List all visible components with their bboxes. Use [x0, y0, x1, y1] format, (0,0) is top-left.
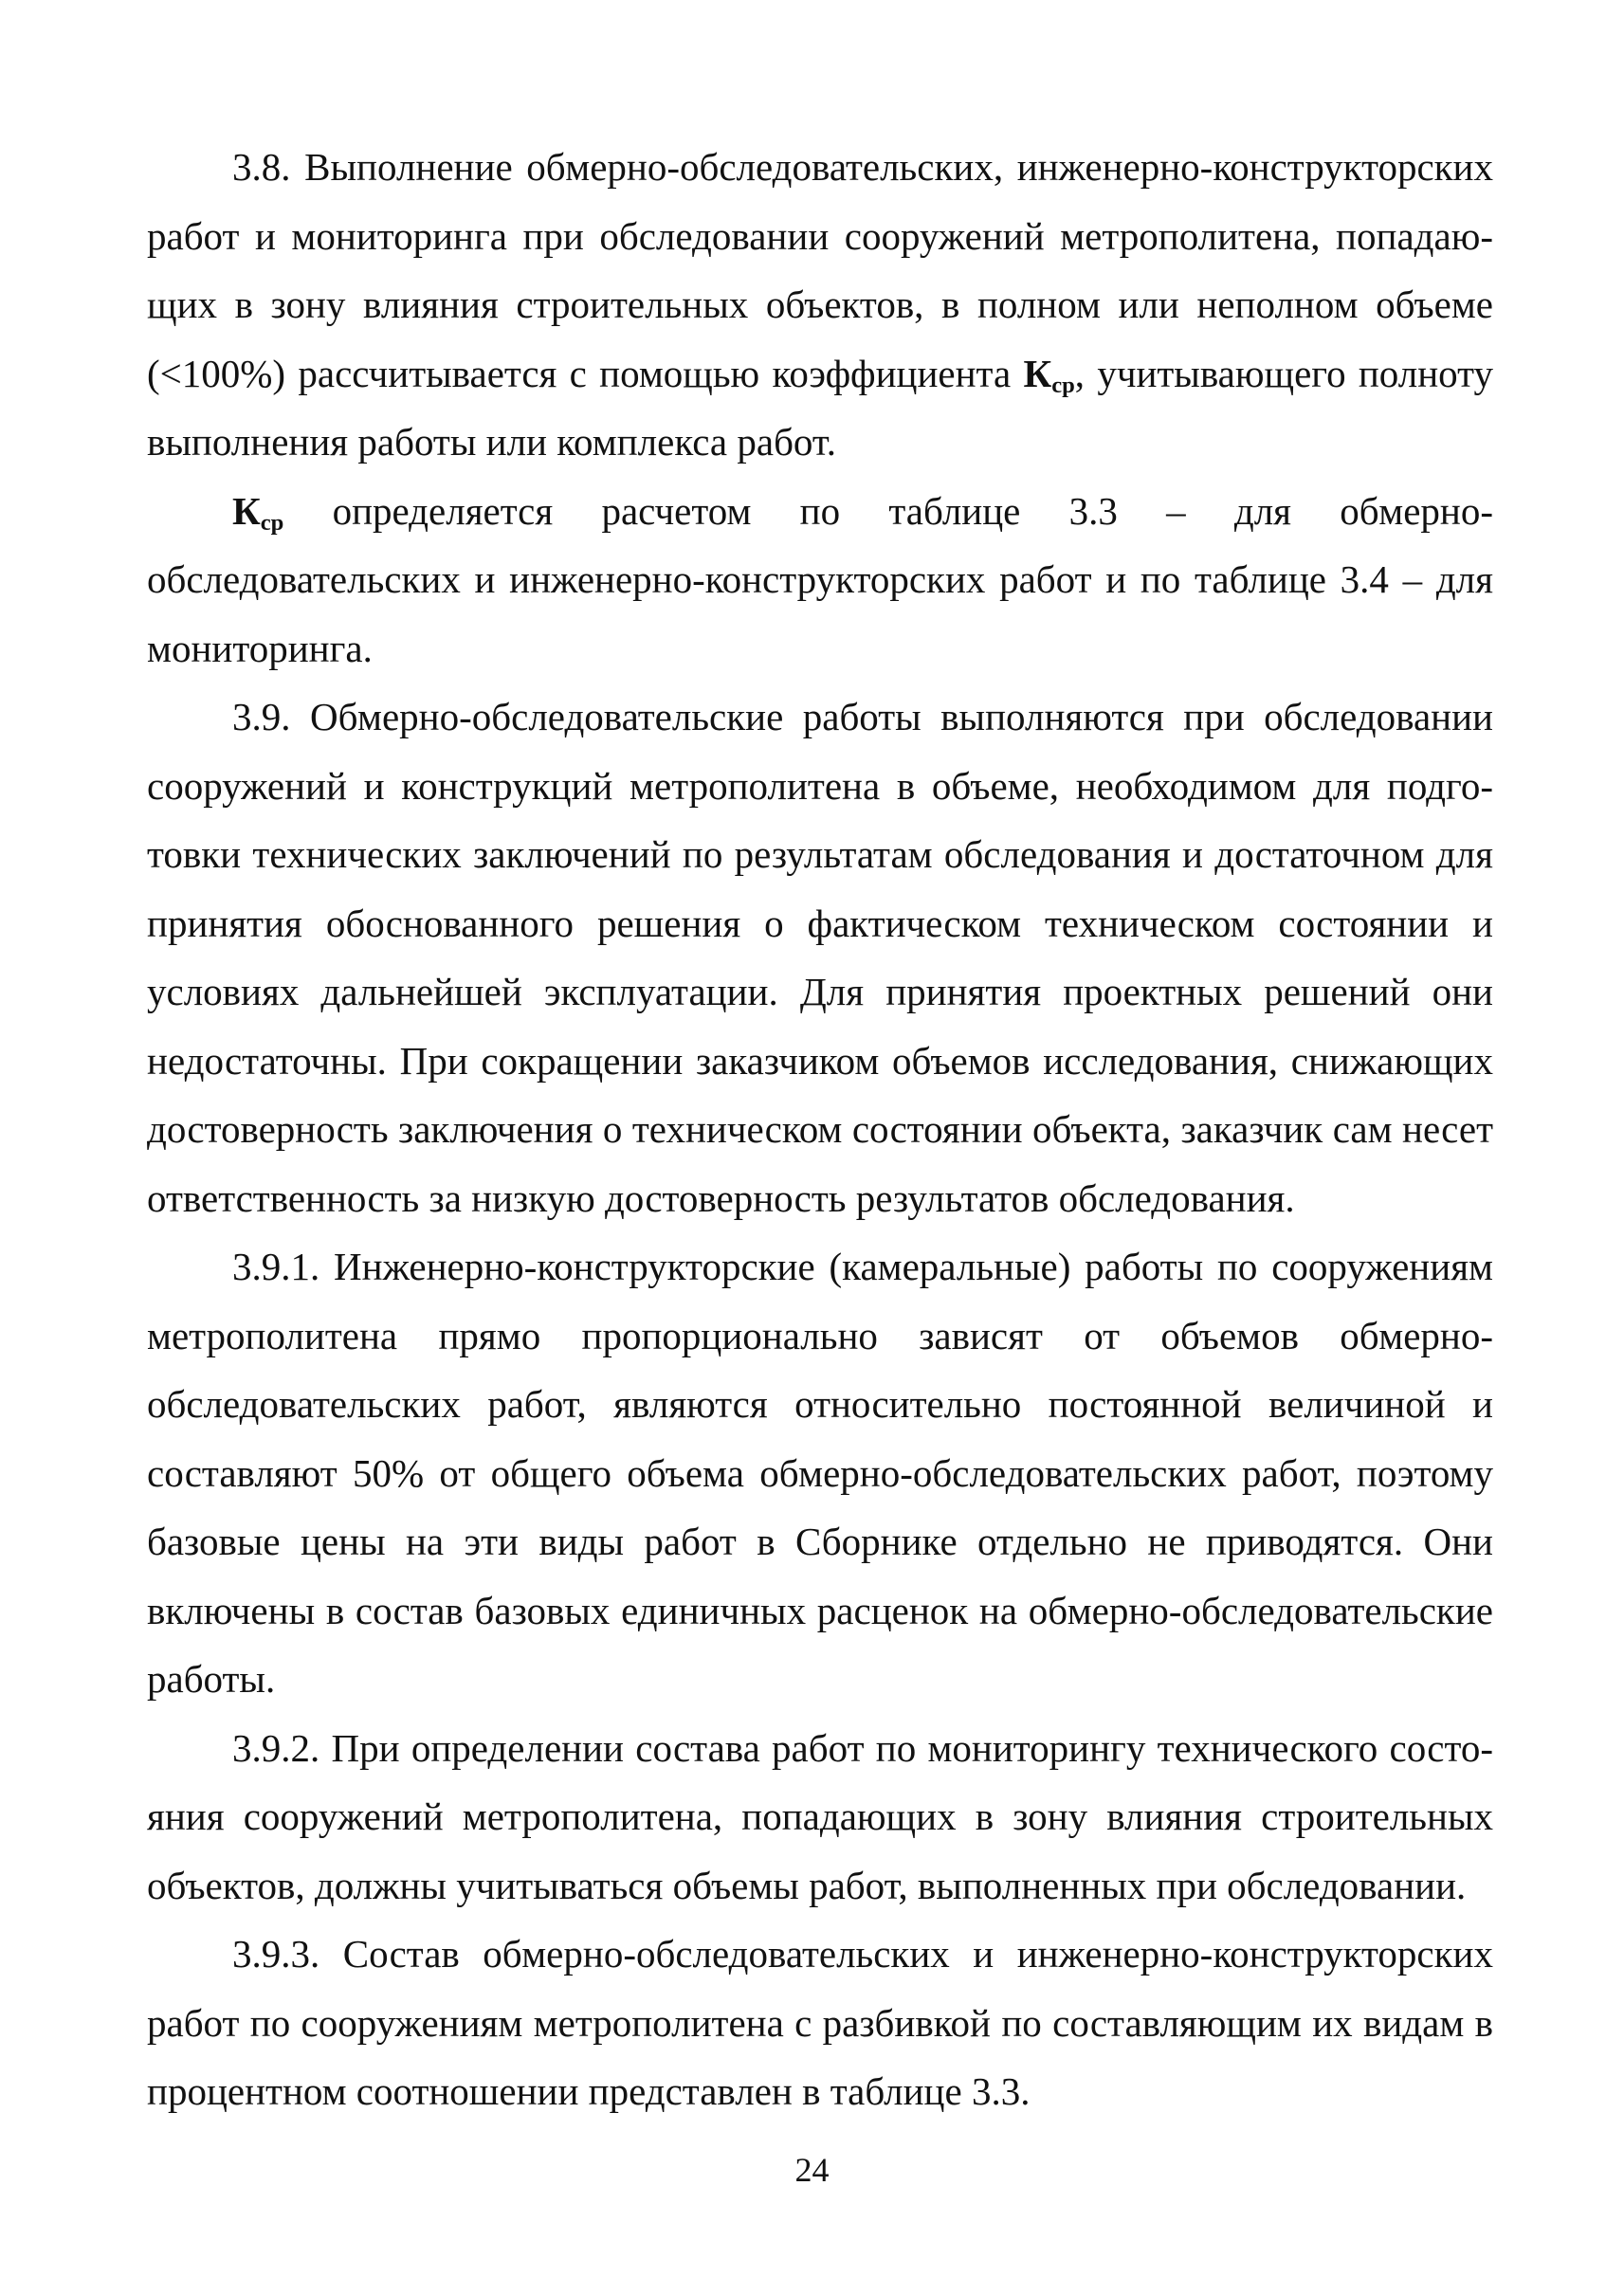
paragraph-3-8-text: 3.8. Выполнение обмерно-обследовательских, инженерно-конструкторских работ и мониторинга при обследовании сооружений метрополитена, попадающих в зону влияния строительных объектов, в полном или неполном объеме (<100%) рассчитывается с помощью коэффициента: [147, 145, 1493, 395]
document-body: [147, 133, 1493, 2126]
k-sr-symbol: $К_{ср}$: [232, 488, 284, 536]
paragraph-3-9: 3.9. Обмерно-обследовательские работы выполняются при обследовании сооружений и конструкций метрополитена в объеме, необходимом для подготовки технических заключений по результатам обследования и достаточном для принятия обоснованного решения о фактическом техническом состоянии и условиях дальнейшей эксплуатации. Для принятия проектных решений они недостаточны. При сокращении заказчиком объемов исследования, снижающих достоверность заключения о техническом состоянии объекта, заказчик сам несет ответственность за низкую достоверность результатов обследования.: [147, 695, 1493, 1220]
paragraph-3-8: [147, 133, 1493, 477]
paragraph-3-8-tail: , учитывающего полноту выполнения работы или комплекса работ.: [147, 351, 1494, 464]
paragraph-3-9-2: 3.9.2. При определении состава работ по мониторингу технического состояния сооружений метрополитена, попадающих в зону влияния строительных объектов, должны учитываться объемы работ, выполненных при обследовании.: [147, 1725, 1493, 1907]
k-sr-symbol: $К_{ср}$: [1023, 351, 1075, 398]
paragraph-k-sr-definition: [147, 477, 1493, 683]
page-number: 24: [794, 2151, 830, 2189]
paragraph-3-9-1: 3.9.1. Инженерно-конструкторские (камеральные) работы по сооружениям метрополитена прямо пропорционально зависят от объемов обмерно-обследовательских работ, являются относительно постоянной величиной и составляют 50% от общего объема обмерно-обследовательских работ, поэтому базовые цены на эти виды работ в Сборнике отдельно не приводятся. Они включены в состав базовых единичных расценок на обмерно-обследовательские работы.: [147, 1245, 1493, 1701]
paragraph-3-9-3: 3.9.3. Состав обмерно-обследовательских и инженерно-конструкторских работ по сооружениям метрополитена с разбивкой по составляющим их видам в процентном соотношении представлен в таблице 3.3.: [147, 1932, 1493, 2113]
paragraph-k-sr-text: определяется расчетом по таблице 3.3 – для обмерно-обследовательских и инженерно-конструкторских работ и по таблице 3.4 – для мониторинга.: [147, 488, 1493, 670]
